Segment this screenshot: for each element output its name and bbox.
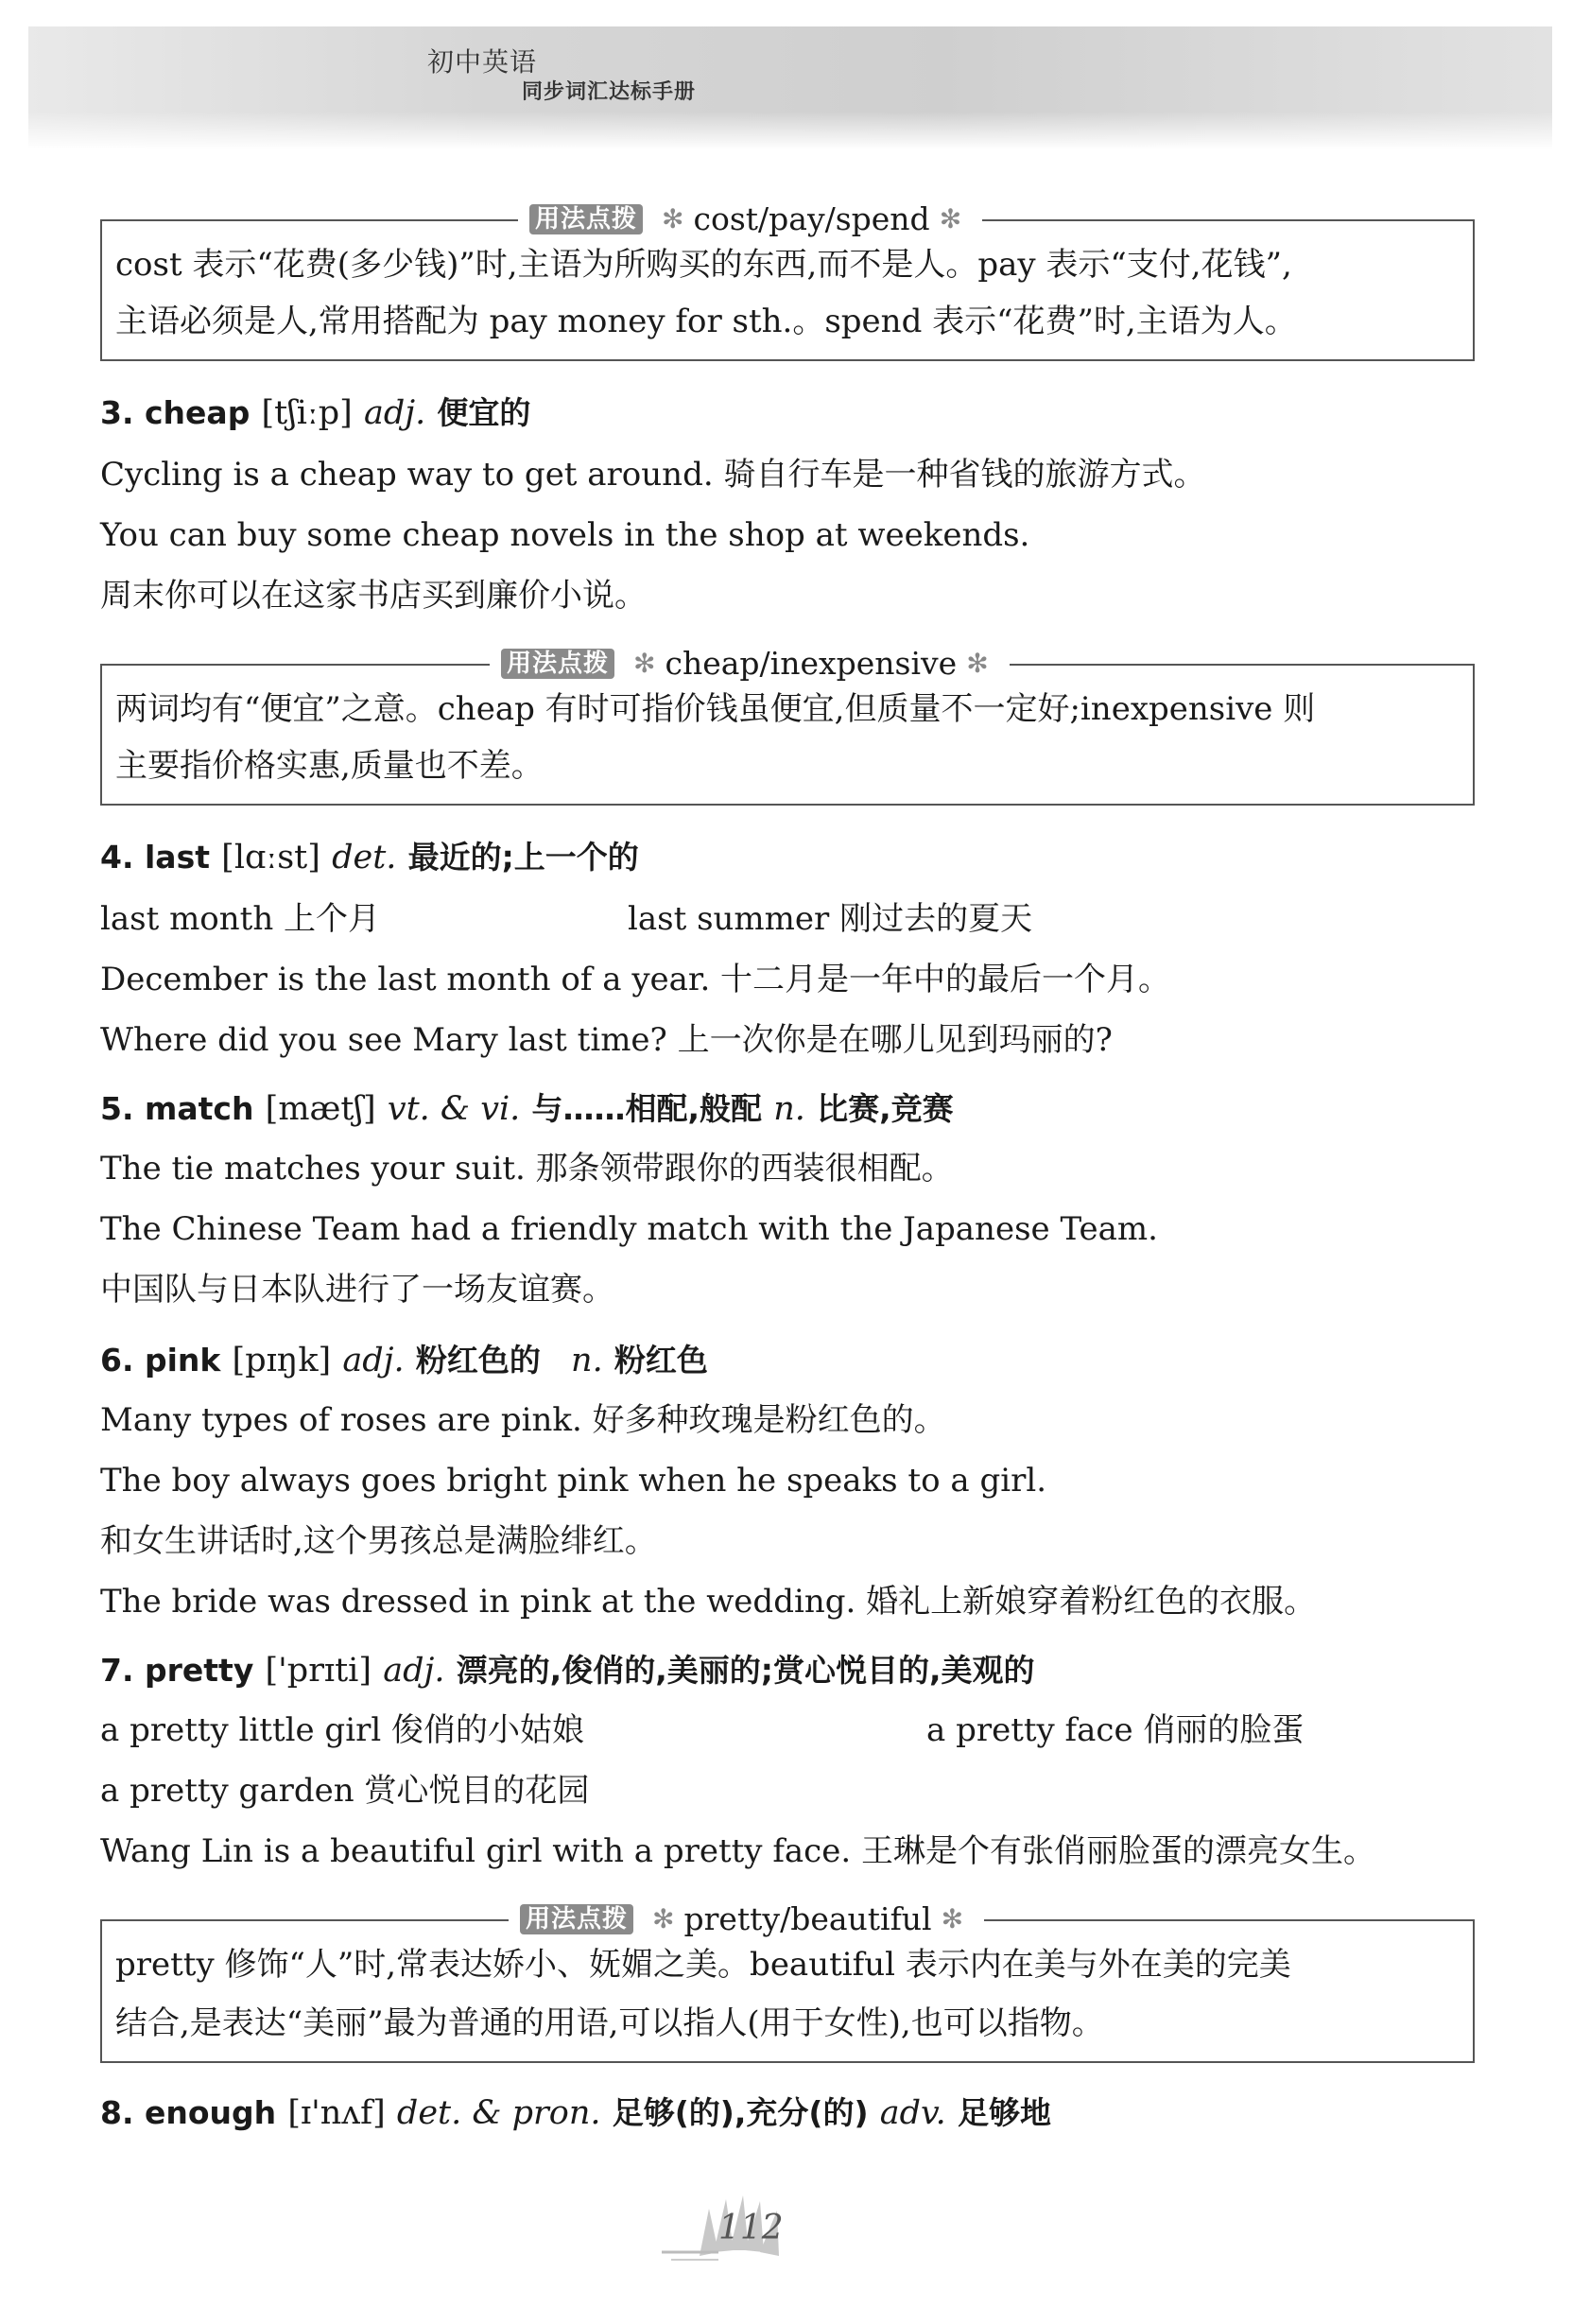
entry-ipa: ['prɪti] — [265, 1652, 372, 1690]
example-line: You can buy some cheap novels in the shop at weekends. — [100, 516, 1030, 554]
snowflake-icon: ✻ — [941, 1903, 964, 1934]
usage-box-cost-pay-spend — [100, 200, 1475, 361]
usage-tag: 用法点拨 — [501, 649, 614, 679]
entry-meaning: 足够地 — [957, 2094, 1051, 2131]
snowflake-icon: ✻ — [652, 1903, 675, 1934]
entry-heading-pink — [100, 1339, 708, 1382]
page-number: 112 — [718, 2209, 784, 2247]
entry-ipa: [mætʃ] — [265, 1090, 376, 1128]
entry-meaning: 粉红色 — [614, 1342, 708, 1379]
example-line: The bride was dressed in pink at the wedding. 婚礼上新娘穿着粉红色的衣服。 — [100, 1583, 1317, 1621]
entry-pos: adj. — [342, 1342, 405, 1379]
entry-pos: n. — [773, 1090, 805, 1128]
entry-word: 6. pink — [100, 1342, 221, 1379]
example-line: Cycling is a cheap way to get around. 骑自行车是一种省钱的旅游方式。 — [100, 456, 1206, 494]
entry-meaning: 便宜的 — [437, 394, 531, 431]
snowflake-icon: ✻ — [662, 203, 684, 234]
usage-title — [490, 643, 1010, 685]
snowflake-icon: ✻ — [966, 648, 989, 679]
entry-heading-last — [100, 836, 639, 879]
usage-line: 两词均有“便宜”之意。cheap 有时可指价钱虽便宜,但质量不一定好;inexpensive 则 — [115, 690, 1316, 728]
usage-tag: 用法点拨 — [520, 1904, 633, 1934]
entry-pos: adv. — [879, 2094, 946, 2132]
example-line: 中国队与日本队进行了一场友谊赛。 — [100, 1271, 614, 1309]
entry-heading-match — [100, 1087, 954, 1131]
entry-meaning: 漂亮的,俊俏的,美丽的;赏心悦目的,美观的 — [456, 1652, 1035, 1689]
usage-line: 主要指价格实惠,质量也不差。 — [115, 747, 544, 785]
usage-line: 主语必须是人,常用搭配为 pay money for sth.。spend 表示“花费”时,主语为人。 — [115, 303, 1297, 340]
entry-pos: vt. & vi. — [387, 1090, 521, 1128]
entry-pos: n. — [571, 1342, 603, 1379]
entry-heading-enough — [100, 2091, 1051, 2135]
example-line: The boy always goes bright pink when he speaks to a girl. — [100, 1462, 1047, 1500]
example-line: The Chinese Team had a friendly match with the Japanese Team. — [100, 1210, 1158, 1248]
snowflake-icon: ✻ — [939, 203, 962, 234]
phrase-item: a pretty face 俏丽的脸蛋 — [926, 1711, 1305, 1749]
usage-box-pretty-beautiful — [100, 1900, 1475, 2063]
entry-word: 8. enough — [100, 2094, 277, 2131]
entry-heading-cheap — [100, 391, 530, 435]
entry-ipa: [tʃiːp] — [261, 394, 353, 432]
example-line: Where did you see Mary last time? 上一次你是在哪儿见到玛丽的? — [100, 1021, 1113, 1059]
entry-meaning: 与……相配,般配 — [531, 1090, 763, 1127]
header-subject: 初中英语 — [427, 46, 538, 78]
entry-pos: det. & pron. — [396, 2094, 601, 2132]
usage-tag: 用法点拨 — [529, 204, 643, 234]
entry-meaning: 最近的;上一个的 — [407, 839, 639, 876]
example-line: The tie matches your suit. 那条领带跟你的西装很相配。 — [100, 1150, 954, 1188]
header-book-title: 同步词汇达标手册 — [522, 80, 697, 104]
usage-line: pretty 修饰“人”时,常表达娇小、妩媚之美。beautiful 表示内在美与外在美的完美 — [115, 1946, 1291, 1984]
entry-meaning: 足够(的),充分(的) — [612, 2094, 869, 2131]
entry-pos: det. — [332, 839, 397, 876]
phrase-item: last summer 刚过去的夏天 — [628, 900, 1033, 938]
entry-ipa: [lɑːst] — [221, 839, 320, 876]
entry-ipa: [pɪŋk] — [232, 1342, 332, 1379]
entry-pos: adj. — [363, 394, 426, 432]
example-line: 和女生讲话时,这个男孩总是满脸绯红。 — [100, 1522, 657, 1560]
example-line: December is the last month of a year. 十二月是一年中的最后一个月。 — [100, 961, 1171, 998]
example-line: a pretty garden 赏心悦目的花园 — [100, 1772, 590, 1810]
entry-word: 3. cheap — [100, 394, 251, 431]
usage-title — [518, 199, 982, 240]
usage-line: cost 表示“花费(多少钱)”时,主语为所购买的东西,而不是人。pay 表示“支付,花钱”, — [115, 246, 1292, 284]
entry-ipa: [ɪ'nʌf] — [287, 2094, 386, 2132]
entry-word: 7. pretty — [100, 1652, 254, 1689]
entry-word: 4. last — [100, 839, 210, 876]
usage-topic: cost/pay/spend — [693, 200, 930, 237]
usage-line: 结合,是表达“美丽”最为普通的用语,可以指人(用于女性),也可以指物。 — [115, 2004, 1104, 2042]
usage-topic: pretty/beautiful — [683, 1900, 932, 1937]
phrase-item: a pretty little girl 俊俏的小姑娘 — [100, 1711, 585, 1749]
entry-pos: adj. — [383, 1652, 445, 1690]
usage-title — [509, 1899, 984, 1940]
example-line: 周末你可以在这家书店买到廉价小说。 — [100, 577, 647, 615]
entry-meaning: 比赛,竞赛 — [817, 1090, 954, 1127]
example-line: Wang Lin is a beautiful girl with a pretty face. 王琳是个有张俏丽脸蛋的漂亮女生。 — [100, 1832, 1375, 1870]
entry-meaning: 粉红色的 — [415, 1342, 541, 1379]
usage-box-cheap-inexpensive — [100, 645, 1475, 806]
entry-heading-pretty — [100, 1649, 1034, 1692]
phrase-item: last month 上个月 — [100, 900, 381, 938]
example-line: Many types of roses are pink. 好多种玫瑰是粉红色的。 — [100, 1401, 946, 1439]
usage-topic: cheap/inexpensive — [665, 645, 958, 682]
snowflake-icon: ✻ — [633, 648, 656, 679]
entry-word: 5. match — [100, 1090, 254, 1127]
